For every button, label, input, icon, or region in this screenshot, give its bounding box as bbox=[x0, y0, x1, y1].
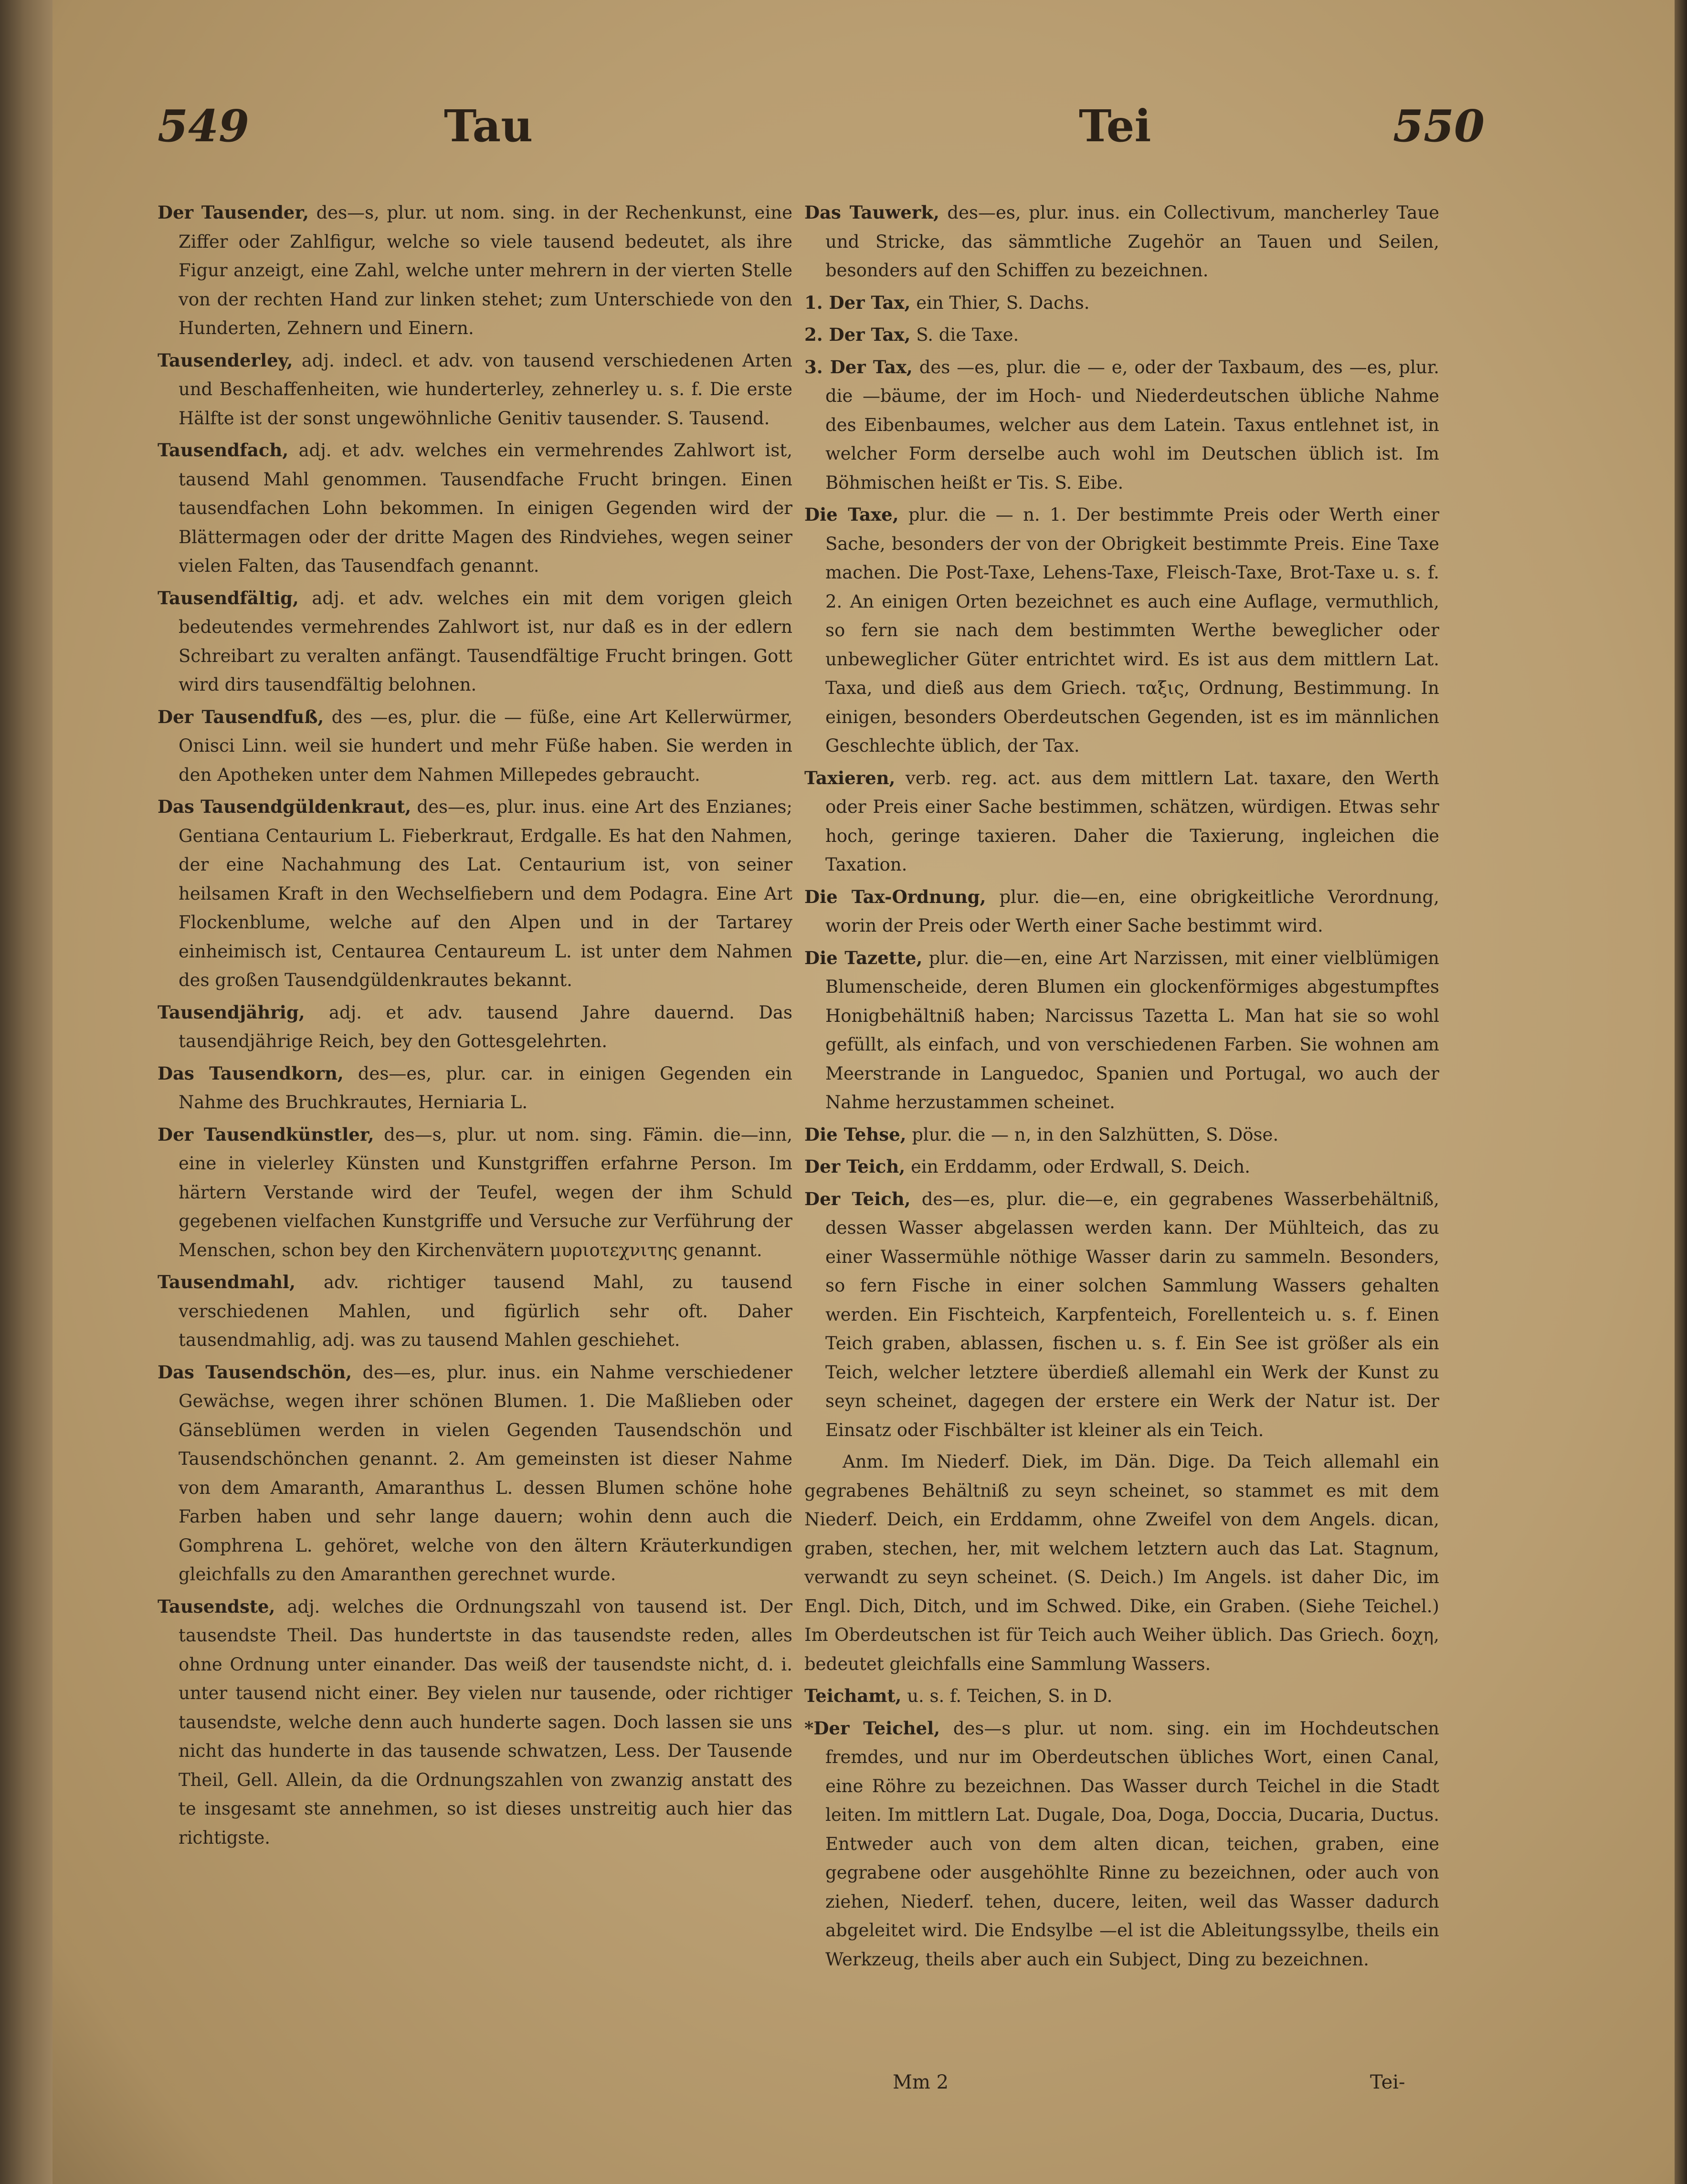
dictionary-entry bbox=[158, 1592, 792, 1853]
entry-headword: Der Tausendfuß, bbox=[158, 706, 324, 727]
entry-headword: Tausendfach, bbox=[158, 440, 289, 461]
dictionary-entry bbox=[158, 1059, 792, 1117]
dictionary-entry bbox=[804, 353, 1439, 498]
entry-headword: Die Tazette, bbox=[804, 947, 923, 968]
dictionary-entry bbox=[804, 944, 1439, 1117]
entry-definition: des—es, plur. inus. ein Collectivum, mancherley Taue und Stricke, das sämmtliche Zugehör an Tauen und Seilen, besonders auf den Schiffen zu bezeichnen. bbox=[825, 202, 1439, 281]
entry-headword: 2. Der Tax, bbox=[804, 324, 911, 345]
entry-definition: des —es, plur. die — füße, eine Art Kellerwürmer, Onisci Linn. weil sie hundert und mehr Füße haben. Sie werden in den Apotheken unter dem Nahmen Millepedes gebraucht. bbox=[179, 706, 792, 785]
dictionary-entry bbox=[804, 1185, 1439, 1445]
entry-headword: Das Tauwerk, bbox=[804, 202, 939, 223]
dictionary-entry bbox=[158, 703, 792, 790]
dictionary-entry bbox=[158, 1358, 792, 1589]
entry-headword: Taxieren, bbox=[804, 767, 896, 788]
entry-headword: Tausendste, bbox=[158, 1596, 275, 1617]
entry-definition: plur. die — n, in den Salzhütten, S. Döse. bbox=[912, 1124, 1279, 1145]
signature-mark: Mm 2 bbox=[893, 2071, 949, 2093]
entry-headword: Der Tausendkünstler, bbox=[158, 1124, 374, 1145]
dictionary-entry bbox=[804, 288, 1439, 318]
entry-definition: S. die Taxe. bbox=[916, 325, 1019, 345]
entry-definition: plur. die — n. 1. Der bestimmte Preis oder Werth einer Sache, besonders der von der Obrigkeit bestimmte Preis. Eine Taxe machen. Die Post-Taxe, Lehens-Taxe, Fleisch-Taxe, Brot-Taxe u. s. f. 2. An einigen Orten bezeichnet es auch eine Auflage, vermuthlich, so fern sie nach dem bestimmten Werthe beweglicher oder unbeweglicher Güter entrichtet wird. Es ist aus dem mittlern Lat. Taxa, und dieß aus dem Griech. ταξις, Ordnung, Bestimmung. In einigen, besonders Oberdeutschen Gegenden, ist es im männlichen Geschlechte üblich, der Tax. bbox=[825, 504, 1440, 756]
page-number-right: 550 bbox=[1392, 100, 1485, 152]
entry-definition: des—es, plur. inus. ein Nahme verschiedener Gewächse, wegen ihrer schönen Blumen. 1. Die Maßlieben oder Gänseblümen werden in vielen Gegenden Tausendschön und Tausendschönchen genannt. 2. Am gemeinsten ist dieser Nahme von dem Amaranth, Amaranthus L. dessen Blumen schöne hohe Farben haben und sehr lange dauern; wohin denn auch die Gomphrena L. gehöret, welche von den ältern Kräuterkundigen gleichfalls zu den Amaranthen gerechnet wurde. bbox=[179, 1362, 792, 1585]
dictionary-page bbox=[53, 0, 1676, 2184]
dictionary-entry bbox=[158, 198, 792, 343]
dictionary-entry bbox=[804, 882, 1439, 941]
dictionary-entry bbox=[804, 1152, 1439, 1182]
entry-headword: Tausenderley, bbox=[158, 349, 293, 371]
entry-headword: Tausendmahl, bbox=[158, 1271, 295, 1292]
entry-headword: Die Tehse, bbox=[804, 1124, 907, 1145]
entry-definition: plur. die—en, eine obrigkeitliche Verordnung, worin der Preis oder Werth einer Sache bestimmt wird. bbox=[825, 886, 1439, 936]
entry-headword: Die Taxe, bbox=[804, 504, 899, 525]
entry-definition: adj. welches die Ordnungszahl von tausend ist. Der tausendste Theil. Das hundertste in das tausendste reden, alles ohne Ordnung unter einander. Das weiß der tausendste nicht, d. i. unter tausend nicht einer. Bey vielen nur tausende, oder richtiger tausendste, welche denn auch hunderte sagen. Doch lassen sie uns nicht das hunderte in das tausende schwatzen, Less. Der Tausende Theil, Gell. Allein, da die Ordnungszahlen von zwanzig anstatt des te insgesamt ste annehmen, so ist dieses unstreitig auch hier das richtigste. bbox=[179, 1596, 792, 1848]
entry-definition: des—s plur. ut nom. sing. ein im Hochdeutschen fremdes, und nur im Oberdeutschen übliches Wort, einen Canal, eine Röhre zu bezeichnen. Das Wasser durch Teichel in die Stadt leiten. Im mittlern Lat. Dugale, Doa, Doga, Doccia, Ducaria, Ductus. Entweder auch von dem alten dican, teichen, graben, eine gegrabene oder ausgehöhlte Rinne zu bezeichnen, oder auch von ziehen, Niederf. tehen, ducere, leiten, weil das Wasser dadurch abgeleitet wird. Die Endsylbe —el ist die Ableitungssylbe, theils ein Werkzeug, theils aber auch ein Subject, Ding zu bezeichnen. bbox=[825, 1718, 1439, 1970]
entry-definition: des —es, plur. die — e, oder der Taxbaum, des —es, plur. die —bäume, der im Hoch- und Niederdeutschen übliche Nahme des Eibenbaumes, welcher aus dem Latein. Taxus entlehnet ist, in welcher Form derselbe auch wohl im Deutschen üblich ist. Im Böhmischen heißt er Tis. S. Eibe. bbox=[825, 357, 1440, 493]
page-number-left: 549 bbox=[158, 100, 250, 152]
entry-headword: *Der Teichel, bbox=[804, 1717, 940, 1739]
entry-definition: adj. et adv. welches ein mit dem vorigen gleich bedeutendes vermehrendes Zahlwort ist, nur daß es in der edlern Schreibart zu veralten anfängt. Tausendfältige Frucht bringen. Gott wird dirs tausendfältig belohnen. bbox=[179, 588, 792, 695]
dictionary-entry bbox=[158, 584, 792, 700]
entry-headword: Der Teich, bbox=[804, 1188, 911, 1209]
page-edge-shadow bbox=[1675, 0, 1687, 2184]
entry-definition: Anm. Im Niederf. Diek, im Dän. Dige. Da Teich allemahl ein gegrabenes Behältniß zu seyn scheinet, so stammet es mit dem Niederf. Deich, ein Erddamm, ohne Zweifel von dem Angels. dican, graben, stechen, her, mit welchem letztern auch das Lat. Stagnum, verwandt zu seyn scheinet. (S. Deich.) Im Angels. ist daher Dic, im Engl. Dich, Ditch, und im Schwed. Dike, ein Graben. (Siehe Teichel.) Im Oberdeutschen ist für Teich auch Weiher üblich. Das Griech. δοχη, bedeutet gleichfalls eine Sammlung Wassers. bbox=[804, 1451, 1439, 1674]
entry-headword: 3. Der Tax, bbox=[804, 356, 913, 378]
running-keyword-right: Tei bbox=[1079, 100, 1151, 152]
entry-headword: Der Tausender, bbox=[158, 202, 309, 223]
entry-definition: des—es, plur. die—e, ein gegrabenes Wasserbehältniß, dessen Wasser abgelassen werden kann. Der Mühlteich, das zu einer Wassermühle nöthige Wasser darin zu sammeln. Besonders, so fern Fische in einer solchen Sammlung Wassers gehalten werden. Ein Fischteich, Karpfenteich, Forellenteich u. s. f. Einen Teich graben, ablassen, fischen u. s. f. Ein See ist größer als ein Teich, welcher letztere überdieß allemahl ein Werk der Kunst zu seyn scheinet, dagegen der erstere ein Werk der Natur ist. Der Einsatz oder Fischbälter ist kleiner als ein Teich. bbox=[825, 1188, 1440, 1440]
left-column bbox=[158, 198, 792, 1855]
entry-definition: des—s, plur. ut nom. sing. Fämin. die—inn, eine in vielerley Künsten und Kunstgriffen erfahrne Person. Im härtern Verstande wird der Teufel, wegen der ihm Schuld gegebenen vielfachen Kunstgriffe und Versuche zur Verführung der Menschen, schon bey den Kirchenvätern μυριοτεχνιτης genannt. bbox=[179, 1124, 793, 1260]
entry-headword: Das Tausendgüldenkraut, bbox=[158, 796, 411, 817]
entry-headword: Tausendfältig, bbox=[158, 587, 299, 609]
dictionary-entry bbox=[804, 198, 1439, 285]
dictionary-entry bbox=[158, 1120, 792, 1265]
dictionary-entry bbox=[158, 1268, 792, 1355]
running-header bbox=[158, 100, 1485, 162]
dictionary-entry bbox=[158, 998, 792, 1056]
entry-definition: des—s, plur. ut nom. sing. in der Rechenkunst, eine Ziffer oder Zahlfigur, welche so viele tausend bedeutet, als ihre Figur anzeigt, eine Zahl, welche unter mehrern in der vierten Stelle von der rechten Hand zur linken stehet; zum Unterschiede von den Hunderten, Zehnern und Einern. bbox=[179, 202, 792, 338]
entry-definition: adj. et adv. tausend Jahre dauernd. Das tausendjährige Reich, bey den Gottesgelehrten. bbox=[179, 1002, 792, 1051]
dictionary-entry bbox=[804, 1681, 1439, 1711]
entry-headword: Tausendjährig, bbox=[158, 1001, 305, 1023]
dictionary-entry bbox=[804, 1120, 1439, 1150]
entry-definition: u. s. f. Teichen, S. in D. bbox=[907, 1686, 1113, 1706]
entry-definition: ein Thier, S. Dachs. bbox=[916, 292, 1090, 313]
entry-headword: Das Tausendschön, bbox=[158, 1361, 352, 1383]
dictionary-entry bbox=[158, 346, 792, 433]
entry-headword: Teichamt, bbox=[804, 1685, 902, 1706]
dictionary-entry bbox=[804, 764, 1439, 880]
entry-definition: adj. indecl. et adv. von tausend verschiedenen Arten und Beschaffenheiten, wie hunderterley, zehnerley u. s. f. Die erste Hälfte ist der sonst ungewöhnliche Genitiv tausender. S. Tausend. bbox=[179, 350, 792, 429]
dictionary-entry bbox=[804, 320, 1439, 350]
entry-definition: adj. et adv. welches ein vermehrendes Zahlwort ist, tausend Mahl genommen. Tausendfache Frucht bringen. Einen tausendfachen Lohn bekommen. In einigen Gegenden wird der Blättermagen oder der dritte Magen des Rindviehes, wegen seiner vielen Falten, das Tausendfach genannt. bbox=[179, 440, 792, 576]
entry-headword: Der Teich, bbox=[804, 1156, 906, 1177]
entry-definition: des—es, plur. car. in einigen Gegenden ein Nahme des Bruchkrautes, Herniaria L. bbox=[179, 1063, 792, 1113]
dictionary-entry bbox=[158, 792, 792, 995]
entry-headword: 1. Der Tax, bbox=[804, 292, 911, 313]
running-keyword-left: Tau bbox=[444, 100, 533, 152]
entry-headword: Die Tax-Ordnung, bbox=[804, 886, 986, 907]
entry-definition: ein Erddamm, oder Erdwall, S. Deich. bbox=[910, 1156, 1250, 1177]
entry-headword: Das Tausendkorn, bbox=[158, 1062, 344, 1084]
entry-definition: verb. reg. act. aus dem mittlern Lat. taxare, den Werth oder Preis einer Sache bestimmen, schätzen, würdigen. Etwas sehr hoch, geringe taxieren. Daher die Taxierung, ingleichen die Taxation. bbox=[825, 767, 1439, 875]
entry-definition: plur. die—en, eine Art Narzissen, mit einer vielblümigen Blumenscheide, deren Blumen ein glockenförmiges abgestumpftes Honigbehältniß haben; Narcissus Tazetta L. Man hat sie so wohl gefüllt, als einfach, und von verschiedenen Farben. Sie wohnen am Meerstrande in Languedoc, Spanien und Portugal, wo auch der Nahme herzustammen scheinet. bbox=[825, 947, 1440, 1113]
entry-definition: des—es, plur. inus. eine Art des Enzianes; Gentiana Centaurium L. Fieberkraut, Erdgalle. Es hat den Nahmen, der eine Nachahmung des Lat. Centaurium ist, von seiner heilsamen Kraft in den Wechselfiebern und dem Podagra. Eine Art Flockenblume, welche auf den Alpen und in der Tartarey einheimisch ist, Centaurea Centaureum L. ist unter dem Nahmen des großen Tausendgüldenkrautes bekannt. bbox=[179, 797, 792, 990]
dictionary-entry bbox=[804, 500, 1439, 761]
dictionary-entry bbox=[158, 436, 792, 581]
entry-note bbox=[804, 1448, 1439, 1679]
right-column bbox=[804, 198, 1439, 1977]
dictionary-entry bbox=[804, 1714, 1439, 1974]
entry-definition: adv. richtiger tausend Mahl, zu tausend verschiedenen Mahlen, und figürlich sehr oft. Daher tausendmahlig, adj. was zu tausend Mahlen geschiehet. bbox=[179, 1272, 793, 1350]
catchword: Tei- bbox=[1370, 2071, 1405, 2093]
